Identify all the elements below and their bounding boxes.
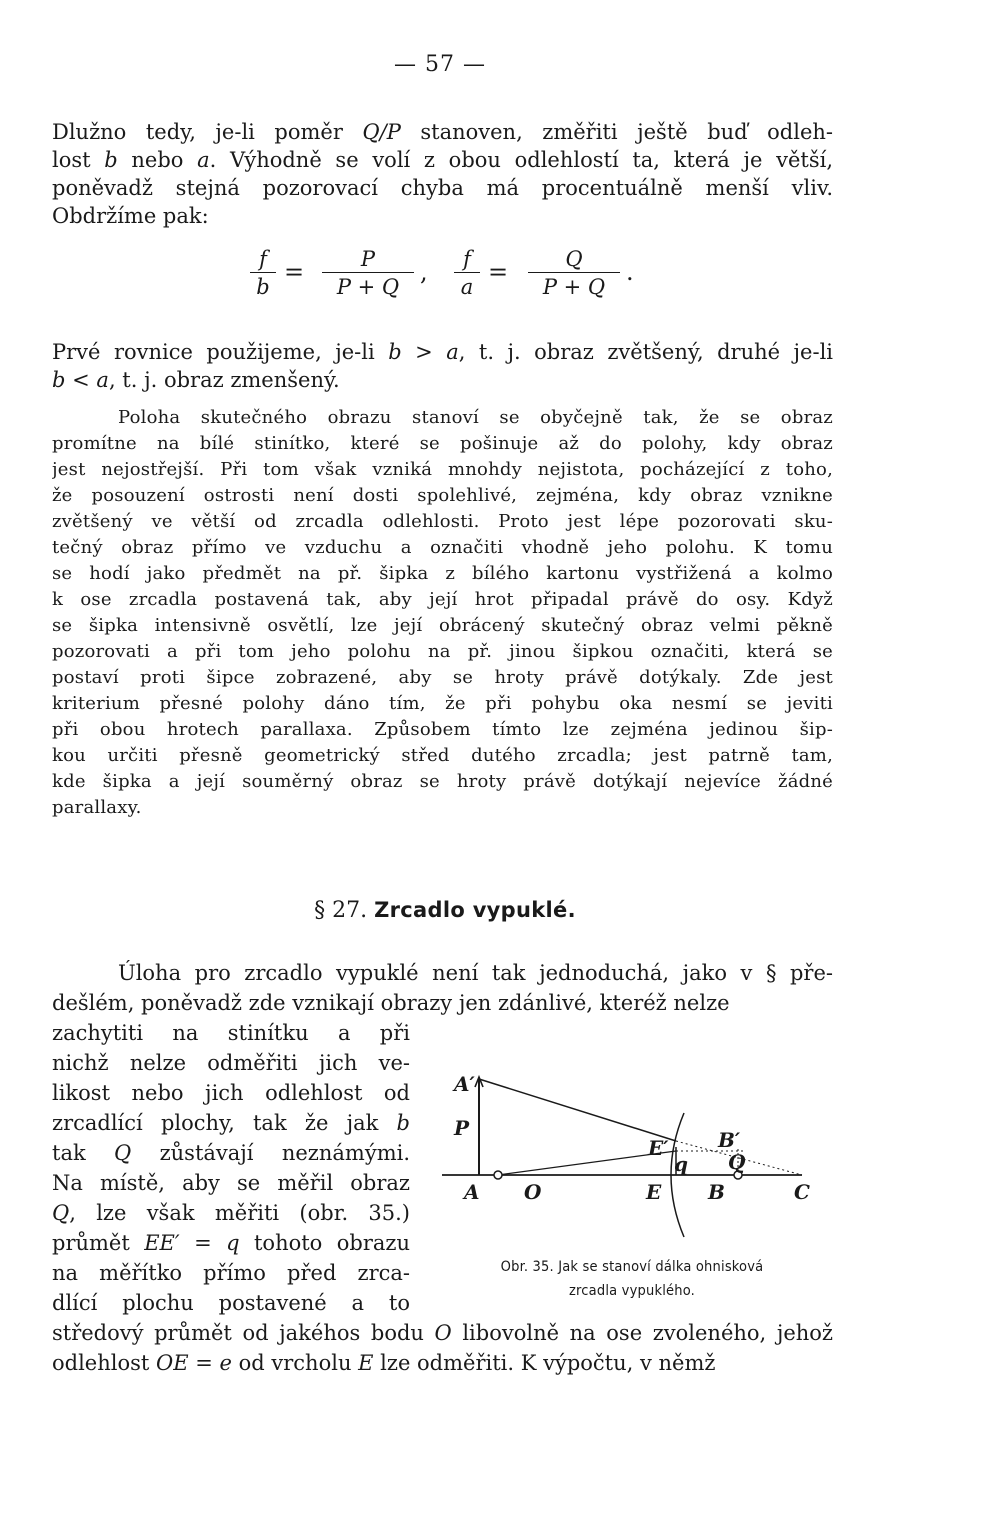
point-o: [494, 1171, 502, 1179]
text-line: postaví proti šipce zobrazené, aby se hroty právě dotýkaly. Zde jest: [52, 667, 833, 688]
page-number: — 57 —: [394, 52, 486, 77]
math-symbol: e: [219, 1351, 232, 1375]
text-line: Obdržíme pak:: [52, 204, 209, 228]
text-line: kde šipka a její souměrný obraz se hroty právě dotýkají nejevíce žádné: [52, 771, 833, 792]
text-line: že posouzení ostrosti není dosti spolehlivé, zejména, kdy obraz vznikne: [52, 485, 833, 506]
label-big-q: Q: [728, 1150, 746, 1174]
text-line: Poloha skutečného obrazu stanoví se obyčejně tak, že se obraz: [118, 407, 833, 428]
math-symbol: b: [104, 148, 118, 172]
caption-line-2: zrcadla vypuklého.: [568, 1283, 696, 1299]
text-line: středový průmět od jakéhos bodu O libovolně na ose zvoleného, jehož: [52, 1321, 833, 1345]
text-line: Q, lze však měřiti (obr. 35.): [52, 1201, 410, 1225]
incident-ray: [479, 1079, 676, 1141]
text-line: kou určiti přesně geometrický střed dutého zrcadla; jest patrně tam,: [52, 745, 833, 766]
text-line: dlící plochu postavené a to: [52, 1291, 410, 1315]
label-p: P: [454, 1116, 470, 1140]
math-symbol: EE′: [144, 1231, 180, 1255]
paragraph-ratio-measurement: [52, 118, 833, 230]
text-line: tečný obraz přímo ve vzduchu a označiti vhodně jeho polohu. K tomu: [52, 537, 833, 558]
label-a: A: [464, 1180, 480, 1204]
math-symbol: b: [52, 368, 66, 392]
label-b: B: [708, 1180, 725, 1204]
text-line: b < a, t. j. obraz zmenšený.: [52, 368, 340, 392]
math-symbol: q: [226, 1231, 240, 1255]
text-line: při obou hrotech parallaxa. Způsobem tímto lze zejména jedinou šip-: [52, 719, 833, 740]
label-o: O: [524, 1180, 542, 1204]
math-symbol: b: [396, 1111, 410, 1135]
figure-caption: [432, 1255, 832, 1303]
fraction-p-over-sum: $\frac{P}{P + Q}$: [322, 246, 414, 301]
text-line: likost nebo jich odlehlost od: [52, 1081, 410, 1105]
text-line: jest nejostřejší. Při tom však vzniká mnohdy nejistota, pocházející z toho,: [52, 459, 833, 480]
text-line: zvětšený ve větší od zrcadla odlehlosti. Proto jest lépe pozorovati sku-: [52, 511, 833, 532]
math-symbol: a: [197, 148, 210, 172]
paragraph-convex-mirror-intro: [52, 958, 833, 1018]
label-e-prime: E′: [648, 1136, 669, 1160]
paragraph-real-image: [52, 405, 833, 821]
section-title: Zrcadlo vypuklé.: [374, 898, 576, 922]
text-line: dešlém, poněvadž zde vznikají obrazy jen zdánlivé, kteréž nelze: [52, 991, 730, 1015]
paragraph-equation-usage: [52, 338, 833, 394]
math-symbol: a: [446, 340, 459, 364]
text-line: Na místě, aby se měřil obraz: [52, 1171, 410, 1195]
label-a-prime: A′: [454, 1072, 475, 1096]
text-line: se hodí jako předmět na př. šipka z bílého kartonu vystřižená a kolmo: [52, 563, 833, 584]
fraction-f-over-a: $\frac{f}{a}$: [454, 246, 480, 301]
math-symbol: E: [358, 1351, 374, 1375]
paragraph-convex-mirror-wrapped: [52, 1018, 410, 1318]
label-q: q: [674, 1152, 688, 1176]
math-symbol: Q: [114, 1141, 132, 1165]
text-line: tak Q zůstávají neznámými.: [52, 1141, 410, 1165]
convex-mirror-diagram: [432, 1055, 832, 1245]
fraction-f-over-b: $\frac{f}{b}$: [250, 246, 276, 301]
text-line: Úloha pro zrcadlo vypuklé není tak jednoduchá, jako v § pře-: [118, 961, 833, 985]
caption-line-1: Obr. 35. Jak se stanoví dálka ohnisková: [500, 1259, 764, 1275]
section-number: § 27.: [314, 898, 368, 923]
text-line: se šipka intensivně osvětlí, lze její obrácený skutečný obraz velmi pěkně: [52, 615, 833, 636]
label-b-prime: B′: [718, 1128, 741, 1152]
text-line: odlehlost OE = e od vrcholu E lze odměřiti. K výpočtu, v němž: [52, 1351, 716, 1375]
paragraph-convex-mirror-end: [52, 1318, 833, 1378]
equals-sign: =: [488, 258, 509, 286]
text-line: zrcadlící plochy, tak že jak b: [52, 1111, 410, 1135]
text-line: Prvé rovnice použijeme, je-li b > a, t. j. obraz zvětšený, druhé je-li: [52, 340, 833, 364]
comma: ,: [420, 258, 428, 286]
figure-35: [432, 1055, 832, 1245]
math-symbol: OE: [156, 1351, 189, 1375]
text-line: pozorovati a při tom jeho polohu na př. jinou šipkou označiti, která se: [52, 641, 833, 662]
math-symbol: b: [388, 340, 402, 364]
text-line: lost b nebo a. Výhodně se volí z obou odlehlostí ta, která je větší,: [52, 148, 833, 172]
text-line: k ose zrcadla postavená tak, aby její hrot připadal právě do osy. Když: [52, 589, 833, 610]
text-line: parallaxy.: [52, 797, 142, 818]
text-line: průmět EE′ = q tohoto obrazu: [52, 1231, 410, 1255]
equals-sign: =: [284, 258, 305, 286]
text-line: zachytiti na stinítku a při: [52, 1021, 410, 1045]
math-symbol: O: [434, 1321, 452, 1345]
math-symbol: Q: [52, 1201, 70, 1225]
label-c: C: [794, 1180, 810, 1204]
text-line: promítne na bílé stinítko, které se pošinuje až do polohy, kdy obraz: [52, 433, 833, 454]
period: .: [626, 258, 634, 286]
fraction-q-over-sum: $\frac{Q}{P + Q}$: [528, 246, 620, 301]
text-line: poněvadž stejná pozorovací chyba má procentuálně menší vliv.: [52, 176, 833, 200]
text-line: Dlužno tedy, je-li poměr Q/P stanoven, změřiti ještě buď odleh-: [52, 120, 833, 144]
text-line: nichž nelze odměřiti jich ve-: [52, 1051, 410, 1075]
math-symbol: Q/P: [362, 120, 401, 144]
section-heading: [0, 898, 890, 923]
math-symbol: a: [96, 368, 109, 392]
label-e: E: [646, 1180, 662, 1204]
text-line: kriterium přesné polohy dáno tím, že při pohybu oka nesmí se jeviti: [52, 693, 833, 714]
lens-equation: [250, 246, 650, 306]
text-line: na měřítko přímo před zrca-: [52, 1261, 410, 1285]
